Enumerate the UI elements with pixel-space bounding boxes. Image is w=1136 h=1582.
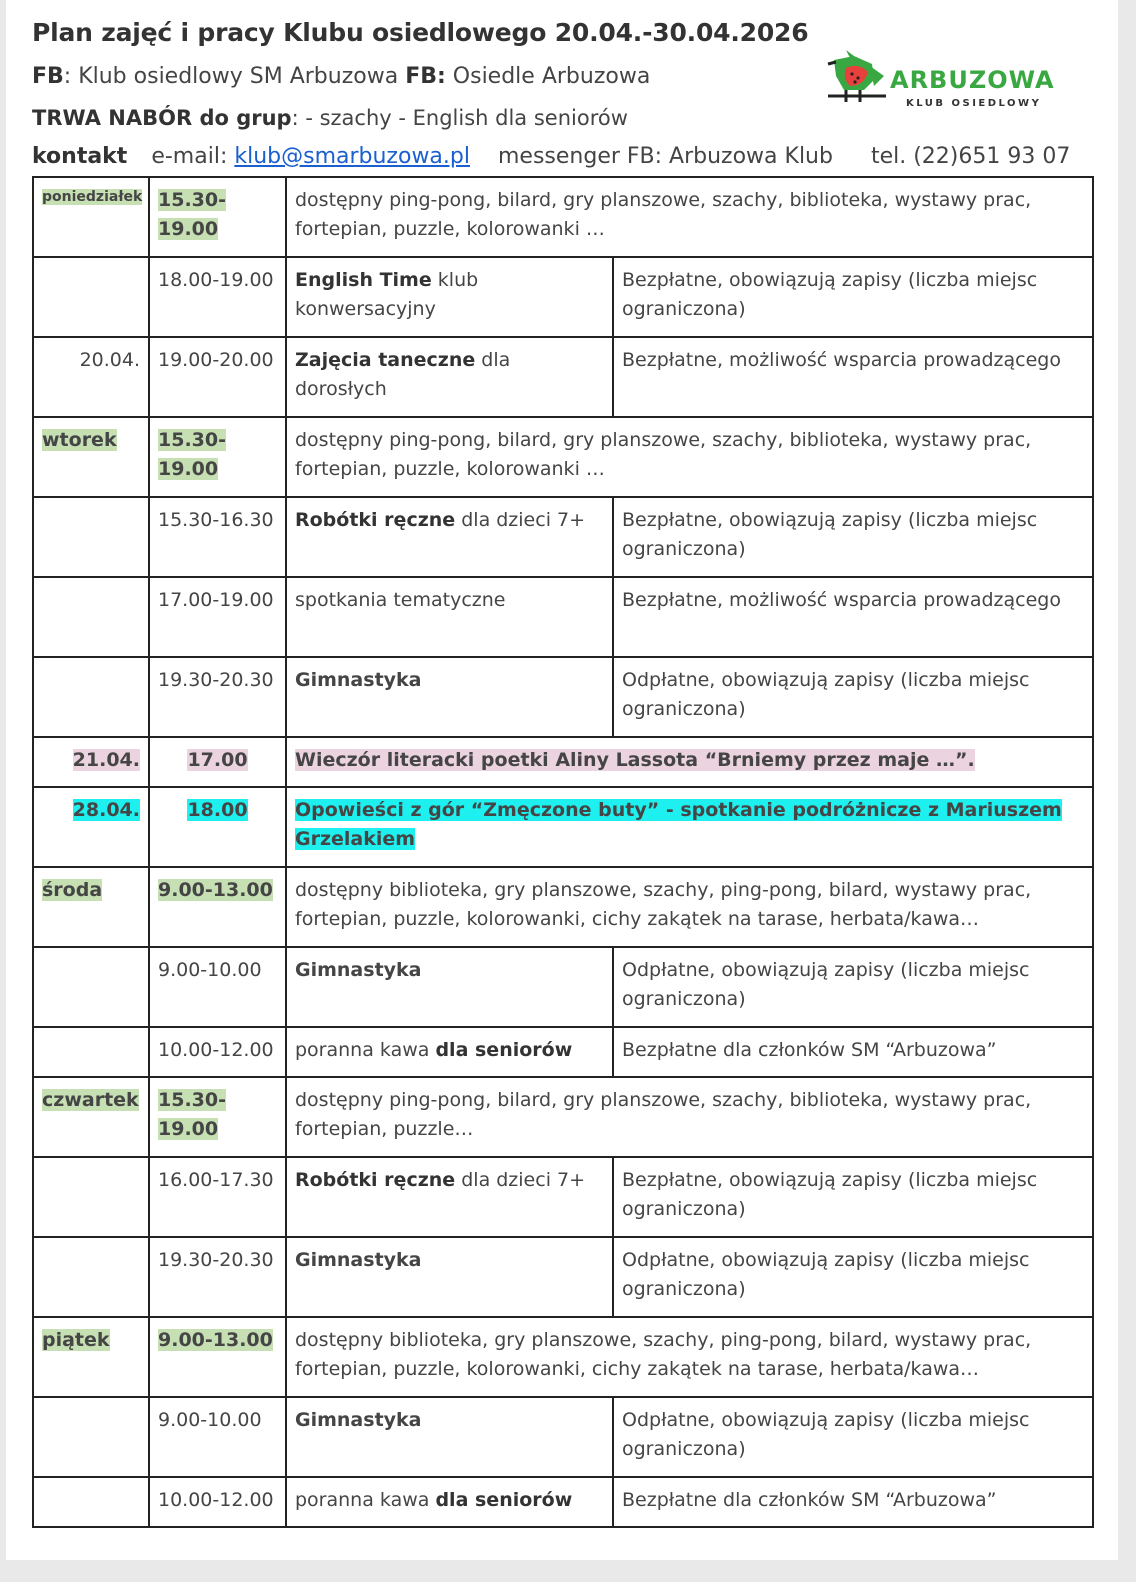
date-cell [33, 1477, 149, 1527]
document-page [6, 0, 1118, 1560]
table-row [33, 947, 1093, 1027]
logo-name: ARBUZOWA [890, 66, 1055, 94]
table-row [33, 787, 1093, 867]
time-cell: 19.00-20.00 [149, 337, 286, 417]
fb1-label: FB [32, 64, 64, 89]
table-row [33, 1157, 1093, 1237]
arbuzowa-logo [824, 46, 1064, 116]
note-cell: Bezpłatne dla członków SM “Arbuzowa” [613, 1477, 1093, 1527]
time-cell: 15.30-16.30 [149, 497, 286, 577]
fb2-label: FB: [405, 64, 446, 89]
event-time-cell: 18.00 [149, 787, 286, 867]
event-date-cell: 21.04. [33, 737, 149, 787]
hours-cell: 15.30-19.00 [149, 1077, 286, 1157]
date-cell [33, 1397, 149, 1477]
table-row [33, 497, 1093, 577]
logo-subtitle: KLUB OSIEDLOWY [906, 98, 1042, 109]
note-cell: Bezpłatne, możliwość wsparcia prowadzącego [613, 337, 1093, 417]
event-time-cell: 17.00 [149, 737, 286, 787]
table-row [33, 177, 1093, 257]
note-cell: Odpłatne, obowiązują zapisy (liczba miejsc ograniczona) [613, 947, 1093, 1027]
time-cell: 9.00-10.00 [149, 1397, 286, 1477]
table-row [33, 657, 1093, 737]
date-cell [33, 947, 149, 1027]
table-row [33, 737, 1093, 787]
table-row [33, 337, 1093, 417]
event-date-cell: 28.04. [33, 787, 149, 867]
day-cell: środa [33, 867, 149, 947]
schedule-table [32, 176, 1094, 1528]
table-row [33, 1397, 1093, 1477]
note-cell: Bezpłatne, obowiązują zapisy (liczba miejsc ograniczona) [613, 257, 1093, 337]
activity-cell: Gimnastyka [286, 1397, 613, 1477]
description-cell: dostępny biblioteka, gry planszowe, szachy, ping-pong, bilard, wystawy prac, fortepian, puzzle, kolorowanki, cichy zakątek na tarase, herbata/kawa… [286, 867, 1093, 947]
hours-cell: 9.00-13.00 [149, 867, 286, 947]
time-cell: 19.30-20.30 [149, 657, 286, 737]
date-cell [33, 1157, 149, 1237]
time-cell: 17.00-19.00 [149, 577, 286, 657]
table-row [33, 1317, 1093, 1397]
activity-cell: Gimnastyka [286, 947, 613, 1027]
email-link[interactable]: klub@smarbuzowa.pl [234, 144, 470, 169]
note-cell: Bezpłatne dla członków SM “Arbuzowa” [613, 1027, 1093, 1077]
activity-cell: Gimnastyka [286, 657, 613, 737]
table-row [33, 577, 1093, 657]
description-cell: dostępny ping-pong, bilard, gry planszowe, szachy, biblioteka, wystawy prac, fortepian, puzzle, kolorowanki … [286, 417, 1093, 497]
day-cell: poniedziałek [33, 177, 149, 257]
date-cell [33, 257, 149, 337]
hours-cell: 9.00-13.00 [149, 1317, 286, 1397]
activity-cell: poranna kawa dla seniorów [286, 1477, 613, 1527]
hours-cell: 15.30-19.00 [149, 177, 286, 257]
note-cell: Odpłatne, obowiązują zapisy (liczba miejsc ograniczona) [613, 657, 1093, 737]
messenger-text: messenger FB: Arbuzowa Klub [497, 144, 833, 169]
description-cell: dostępny biblioteka, gry planszowe, szachy, ping-pong, bilard, wystawy prac, fortepian, puzzle, kolorowanki, cichy zakątek na tarase, herbata/kawa… [286, 1317, 1093, 1397]
contact-label: kontakt [32, 144, 128, 169]
date-cell [33, 497, 149, 577]
activity-cell: English Time klub konwersacyjny [286, 257, 613, 337]
date-cell: 20.04. [33, 337, 149, 417]
activity-cell: Robótki ręczne dla dzieci 7+ [286, 497, 613, 577]
table-row [33, 1237, 1093, 1317]
enrollment-text: : - szachy - English dla seniorów [291, 106, 628, 130]
contact-line [32, 144, 1070, 169]
activity-cell: poranna kawa dla seniorów [286, 1027, 613, 1077]
facebook-line [32, 64, 650, 89]
phone-text: tel. (22)651 93 07 [870, 144, 1071, 169]
time-cell: 10.00-12.00 [149, 1477, 286, 1527]
time-cell: 9.00-10.00 [149, 947, 286, 1027]
enrollment-line [32, 106, 628, 130]
table-row [33, 1477, 1093, 1527]
day-cell: piątek [33, 1317, 149, 1397]
time-cell: 16.00-17.30 [149, 1157, 286, 1237]
date-cell [33, 1027, 149, 1077]
date-cell [33, 1237, 149, 1317]
day-cell: wtorek [33, 417, 149, 497]
day-cell: czwartek [33, 1077, 149, 1157]
page-title: Plan zajęć i pracy Klubu osiedlowego 20.04.-30.04.2026 [32, 18, 809, 47]
event-description-cell: Wieczór literacki poetki Aliny Lassota “Brniemy przez maje …”. [286, 737, 1093, 787]
enrollment-label: TRWA NABÓR do grup [32, 106, 292, 130]
email-label: e-mail: [151, 144, 235, 169]
bird-watermelon-icon [824, 46, 890, 106]
activity-cell: spotkania tematyczne [286, 577, 613, 657]
note-cell: Bezpłatne, obowiązują zapisy (liczba miejsc ograniczona) [613, 1157, 1093, 1237]
activity-cell: Robótki ręczne dla dzieci 7+ [286, 1157, 613, 1237]
note-cell: Bezpłatne, możliwość wsparcia prowadzącego [613, 577, 1093, 657]
table-row [33, 1027, 1093, 1077]
table-row [33, 1077, 1093, 1157]
table-row [33, 417, 1093, 497]
note-cell: Bezpłatne, obowiązują zapisy (liczba miejsc ograniczona) [613, 497, 1093, 577]
time-cell: 19.30-20.30 [149, 1237, 286, 1317]
note-cell: Odpłatne, obowiązują zapisy (liczba miejsc ograniczona) [613, 1397, 1093, 1477]
fb1-text: : Klub osiedlowy SM Arbuzowa [63, 64, 406, 89]
date-cell [33, 657, 149, 737]
time-cell: 18.00-19.00 [149, 257, 286, 337]
description-cell: dostępny ping-pong, bilard, gry planszowe, szachy, biblioteka, wystawy prac, fortepian, puzzle… [286, 1077, 1093, 1157]
date-cell [33, 577, 149, 657]
activity-cell: Gimnastyka [286, 1237, 613, 1317]
note-cell: Odpłatne, obowiązują zapisy (liczba miejsc ograniczona) [613, 1237, 1093, 1317]
time-cell: 10.00-12.00 [149, 1027, 286, 1077]
table-row [33, 257, 1093, 337]
event-description-cell: Opowieści z gór “Zmęczone buty” - spotkanie podróżnicze z Mariuszem Grzelakiem [286, 787, 1093, 867]
table-row [33, 867, 1093, 947]
activity-cell: Zajęcia taneczne dla dorosłych [286, 337, 613, 417]
hours-cell: 15.30-19.00 [149, 417, 286, 497]
description-cell: dostępny ping-pong, bilard, gry planszowe, szachy, biblioteka, wystawy prac, fortepian, puzzle, kolorowanki … [286, 177, 1093, 257]
fb2-text: Osiedle Arbuzowa [445, 64, 651, 89]
